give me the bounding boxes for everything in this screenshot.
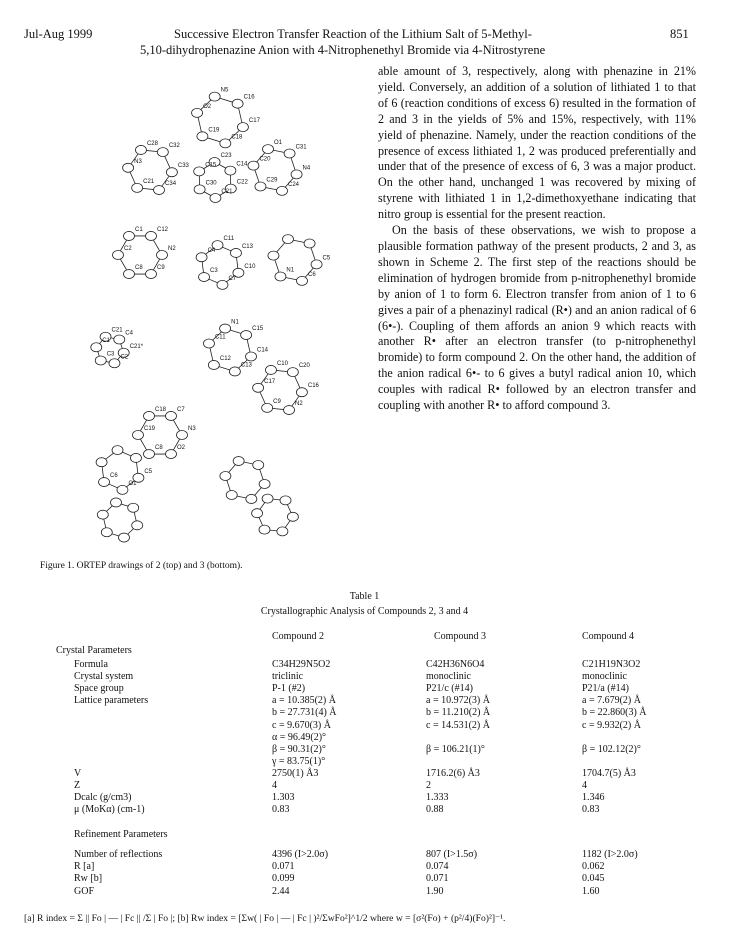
atom-ellipsoid	[197, 132, 208, 141]
atom-ellipsoid	[262, 403, 273, 412]
crystal-row-c4: b = 22.860(3) Å	[582, 707, 647, 719]
atom-ellipsoid	[253, 383, 264, 392]
atom-label: C11	[223, 236, 235, 243]
atom-ellipsoid	[287, 368, 298, 377]
atom-label: C4	[207, 248, 216, 255]
atom-label: C20	[259, 156, 271, 163]
atom-label: C28	[146, 140, 158, 147]
crystal-row-c2: 2750(1) Å3	[272, 767, 319, 779]
column-header-compound-4: Compound 4	[582, 631, 634, 642]
atom-label: C2	[124, 246, 132, 252]
atom-label: C14	[236, 161, 248, 168]
atom-ellipsoid	[130, 453, 141, 462]
atom-ellipsoid	[232, 99, 243, 108]
crystal-row-c4: P21/a (#14)	[582, 683, 629, 695]
body-text	[378, 64, 696, 414]
atom-ellipsoid	[209, 92, 220, 101]
column-header-compound-3: Compound 3	[434, 631, 486, 642]
atom-ellipsoid	[101, 528, 112, 537]
crystal-row-c3: 2	[426, 780, 431, 791]
atom-ellipsoid	[135, 145, 146, 154]
crystal-row-c3: 1716.2(6) Å3	[426, 767, 480, 779]
crystal-row-c2: 1.303	[272, 792, 295, 804]
atom-label: C16	[307, 383, 319, 390]
paragraph-1: able amount of 3, respectively, along with phenazine in 21% yield. Conversely, an addition of a solution of lithiated 1 to that of 6 (reaction conditions of excess 6) resulted in the formation of 2 and 3 in the yields of 5% and 15%, respectively, with 11% yield of phenazine. Namely, under the reaction conditions of the presence of excess lithiated 1, 2 was produced preferentially and under that of the presence of excess of 6, 3 was a major product. On the other hand, unchanged 1 was recovered by mixing of styrene with lithiated 1 in 1,2-dimethoxyethane indicating that nitro group is essential for the present reaction.	[378, 64, 696, 222]
atom-ellipsoid	[109, 359, 120, 368]
crystal-row-c2: γ = 83.75(1)°	[272, 755, 326, 767]
atom-label: N2	[295, 401, 303, 408]
crystal-row-c2: 0.83	[272, 804, 290, 816]
atom-label: C13	[240, 362, 252, 369]
atom-ellipsoid	[255, 182, 266, 191]
atom-label: C29	[266, 177, 278, 184]
refinement-row-label: R [a]	[74, 861, 95, 873]
atom-label: C13	[241, 243, 253, 250]
atom-ellipsoid	[132, 183, 143, 192]
crystal-row-label: V	[74, 767, 82, 779]
table-title: Table 1	[349, 591, 380, 602]
atom-label: C7	[177, 406, 185, 413]
crystal-row-c4: 1.346	[582, 792, 605, 804]
refinement-row-c2: 2.44	[272, 885, 290, 897]
atom-ellipsoid	[154, 186, 165, 195]
paragraph-2: On the basis of these observations, we wish to propose a plausible formation pathway of the present products, 2 and 3, as shown in Scheme 2. The first step of the reactions should be elimination of hydrogen bromide from p-nitrophenethyl bromide by anion of 1 to form 6. Electron transfer from anion of 1 to 6 gives a pair of a phenazinyl radical (R•) and an anion radical of 6 (6•-). Coupling of them affords an anion 9 which reacts with another R• after an electron transfer (to p-nitrophenethyl bromide) to form compound 2. On the other hand, the addition of the anion radical 6•- to 6 gives a butyl radical anion 10, which couples with radical R• followed by an electron transfer and coupling with another R• to afford compound 3.	[378, 223, 696, 413]
atom-ellipsoid	[124, 231, 135, 240]
crystal-row-c3: b = 11.210(2) Å	[426, 707, 491, 719]
atom-ellipsoid	[166, 168, 177, 177]
atom-label: C10	[244, 263, 256, 270]
atom-ellipsoid	[291, 170, 302, 179]
atom-label: C8	[135, 265, 143, 272]
crystal-row-c3: C42H36N6O4	[426, 659, 485, 670]
atom-label: C30	[205, 180, 217, 187]
atom-label: C6	[307, 271, 316, 278]
atom-ellipsoid	[194, 167, 205, 176]
atom-ellipsoid	[259, 479, 270, 488]
atom-ellipsoid	[259, 525, 270, 534]
atom-ellipsoid	[123, 163, 134, 172]
crystal-row-label: Z	[74, 780, 81, 791]
crystal-row-c2: P-1 (#2)	[272, 683, 306, 695]
atom-ellipsoid	[208, 360, 219, 369]
atom-ellipsoid	[112, 446, 123, 455]
atom-label: O2	[177, 445, 186, 452]
crystal-row-c4: 4	[582, 780, 587, 791]
refinement-row-c3: 0.074	[426, 861, 449, 873]
atom-label: O2	[203, 103, 212, 110]
atom-ellipsoid	[230, 248, 241, 257]
atom-ellipsoid	[144, 450, 155, 459]
atom-ellipsoid	[253, 461, 264, 470]
crystal-row-c2: α = 96.49(2)°	[272, 731, 327, 743]
atom-ellipsoid	[128, 503, 139, 512]
refinement-row-label: Rw [b]	[74, 873, 103, 885]
crystal-row-c4: monoclinic	[582, 671, 627, 683]
atom-label: C31	[295, 144, 307, 151]
atom-ellipsoid	[132, 521, 143, 530]
page-number: 851	[670, 27, 689, 41]
atom-ellipsoid	[95, 356, 106, 365]
atom-label: O1	[274, 140, 283, 147]
atom-label: C16	[243, 94, 255, 101]
crystal-row-c4: 0.83	[582, 804, 600, 816]
crystal-row-c3: 0.88	[426, 804, 444, 816]
atom-label: C5	[322, 255, 331, 262]
crystal-row-c3: c = 14.531(2) Å	[426, 719, 490, 731]
atom-ellipsoid	[262, 494, 273, 503]
atom-label: N3	[188, 426, 196, 432]
atom-label: N1	[231, 319, 239, 326]
crystal-row-c2: 4	[272, 780, 277, 791]
atom-ellipsoid	[241, 331, 252, 340]
atom-ellipsoid	[217, 280, 228, 289]
atom-ellipsoid	[117, 485, 128, 494]
atom-ellipsoid	[268, 251, 279, 260]
crystal-row-c3: a = 10.972(3) Å	[426, 695, 490, 707]
crystal-row-c3: 1.333	[426, 792, 449, 804]
figure-caption: Figure 1. ORTEP drawings of 2 (top) and 3 (bottom).	[40, 561, 243, 571]
header-title-line1: Successive Electron Transfer Reaction of the Lithium Salt of 5-Methyl-	[174, 27, 532, 41]
crystal-row-c2: β = 90.31(2)°	[272, 743, 326, 755]
section-refinement-parameters: Refinement Parameters	[74, 829, 168, 840]
crystal-row-label: Lattice parameters	[74, 695, 149, 707]
atom-label: C7	[228, 275, 237, 282]
crystal-row-c3: P21/c (#14)	[426, 683, 473, 695]
refinement-row-label: GOF	[74, 885, 95, 897]
atom-label: C3	[210, 268, 218, 275]
crystal-row-c3: β = 106.21(1)°	[426, 743, 485, 755]
ortep-figure	[30, 60, 375, 560]
atom-label: C15	[252, 326, 264, 333]
atom-ellipsoid	[166, 411, 177, 420]
atom-ellipsoid	[91, 343, 102, 352]
crystal-row-c2: triclinic	[272, 671, 304, 683]
atom-ellipsoid	[113, 251, 124, 260]
atom-label: C17	[264, 378, 276, 385]
atom-ellipsoid	[225, 166, 236, 175]
crystal-row-c3: monoclinic	[426, 671, 471, 683]
atom-ellipsoid	[99, 478, 110, 487]
refinement-row-c2: 0.099	[272, 873, 295, 885]
crystal-row-c2: C34H29N5O2	[272, 659, 331, 670]
atom-label: C19	[208, 127, 220, 134]
atom-ellipsoid	[157, 148, 168, 157]
refinement-row-c4: 1.60	[582, 885, 600, 897]
crystal-row-c4: 1704.7(5) Å3	[582, 767, 636, 779]
refinement-row-c3: 1.90	[426, 885, 444, 897]
atom-label: C21	[143, 178, 155, 185]
header-title-line2: 5,10-dihydrophenazine Anion with 4-Nitrophenethyl Bromide via 4-Nitrostyrene	[140, 43, 546, 57]
atom-ellipsoid	[265, 365, 276, 374]
atom-ellipsoid	[246, 494, 257, 503]
atom-ellipsoid	[296, 388, 307, 397]
atom-ellipsoid	[275, 272, 286, 281]
atom-label: N2	[168, 246, 176, 252]
atom-label: C8	[155, 445, 163, 452]
atom-label: O1	[128, 480, 137, 487]
atom-ellipsoid	[146, 270, 157, 279]
crystal-row-label: Formula	[74, 659, 108, 670]
atom-label: N5	[220, 87, 229, 94]
atom-label: C18	[155, 406, 167, 413]
atom-label: C11	[214, 334, 226, 341]
atom-ellipsoid	[118, 533, 129, 542]
atom-ellipsoid	[96, 458, 107, 467]
atom-ellipsoid	[166, 450, 177, 459]
refinement-row-c2: 0.071	[272, 861, 295, 873]
atom-label: C1	[102, 338, 110, 345]
atom-label: C22	[236, 179, 248, 186]
atom-ellipsoid	[284, 149, 295, 158]
atom-label: C4	[125, 330, 133, 337]
atom-ellipsoid	[192, 108, 203, 117]
crystal-row-c2: a = 10.385(2) Å	[272, 695, 336, 707]
atom-label: C10	[276, 360, 288, 367]
crystal-row-label: Space group	[74, 683, 124, 695]
atom-ellipsoid	[210, 193, 221, 202]
crystal-row-c2: c = 9.670(3) Å	[272, 719, 331, 731]
atom-label: C2	[120, 354, 129, 361]
table-subtitle: Crystallographic Analysis of Compounds 2, 3 and 4	[260, 606, 469, 617]
atom-ellipsoid	[237, 123, 248, 132]
atom-ellipsoid	[276, 186, 287, 195]
atom-ellipsoid	[233, 457, 244, 466]
atom-label: C12	[157, 226, 169, 233]
atom-ellipsoid	[284, 406, 295, 415]
atom-label: C21	[111, 327, 123, 334]
refinement-row-c4: 0.062	[582, 861, 605, 873]
atom-label: C20	[298, 363, 310, 370]
atom-ellipsoid	[263, 145, 274, 154]
atom-label: C9	[273, 398, 281, 405]
atom-ellipsoid	[124, 270, 135, 279]
atom-label: C32	[168, 143, 180, 150]
atom-label: C6	[110, 473, 118, 480]
atom-label: C15	[205, 162, 217, 169]
atom-label: C34	[165, 181, 177, 188]
refinement-row-c3: 807 (I>1.5σ)	[426, 849, 478, 860]
atom-ellipsoid	[220, 472, 231, 481]
crystal-row-label: Crystal system	[74, 671, 134, 683]
atom-ellipsoid	[157, 251, 168, 260]
atom-ellipsoid	[146, 231, 157, 240]
ortep-bottom	[91, 320, 320, 543]
crystal-row-c2: b = 27.731(4) Å	[272, 707, 337, 719]
atom-label: C1	[135, 226, 143, 233]
crystal-row-c4: c = 9.932(2) Å	[582, 719, 641, 731]
atom-ellipsoid	[111, 498, 122, 507]
atom-ellipsoid	[283, 235, 294, 244]
header-date: Jul-Aug 1999	[24, 27, 93, 41]
refinement-row-label: Number of reflections	[74, 849, 163, 860]
atom-ellipsoid	[311, 260, 322, 269]
atom-ellipsoid	[277, 527, 288, 536]
atom-ellipsoid	[280, 496, 291, 505]
atom-label: C12	[219, 355, 231, 362]
crystal-row-c4: a = 7.679(2) Å	[582, 695, 641, 707]
atom-ellipsoid	[114, 335, 125, 344]
atom-ellipsoid	[252, 509, 263, 518]
atom-ellipsoid	[296, 276, 307, 285]
atom-ellipsoid	[287, 512, 298, 521]
atom-label: C23	[220, 153, 232, 160]
atom-ellipsoid	[248, 161, 259, 170]
atom-ellipsoid	[229, 367, 240, 376]
crystal-row-c4: C21H19N3O2	[582, 659, 641, 670]
atom-ellipsoid	[203, 339, 214, 348]
atom-label: N4	[302, 165, 311, 172]
atom-label: C21*	[129, 343, 144, 350]
atom-label: C21	[221, 188, 233, 195]
atom-label: C14	[257, 347, 269, 354]
atom-ellipsoid	[133, 431, 144, 440]
atom-ellipsoid	[196, 253, 207, 262]
atom-label: C5	[144, 468, 153, 475]
atom-ellipsoid	[226, 490, 237, 499]
atom-label: C18	[231, 134, 243, 141]
atom-ellipsoid	[97, 510, 108, 519]
refinement-row-c4: 1182 (I>2.0σ)	[582, 849, 638, 860]
refinement-row-c4: 0.045	[582, 873, 605, 885]
atom-label: N3	[134, 158, 142, 165]
atom-ellipsoid	[220, 139, 231, 148]
atom-ellipsoid	[194, 185, 205, 194]
column-header-compound-2: Compound 2	[272, 631, 324, 642]
atom-label: C24	[287, 181, 300, 188]
ortep-top	[113, 88, 331, 290]
crystal-row-c4: β = 102.12(2)°	[582, 743, 641, 755]
crystal-row-label: Dcalc (g/cm3)	[74, 792, 132, 804]
atom-ellipsoid	[144, 411, 155, 420]
atom-ellipsoid	[199, 273, 210, 282]
atom-ellipsoid	[220, 324, 231, 333]
atom-label: C3	[106, 351, 115, 358]
refinement-row-c2: 4396 (I>2.0σ)	[272, 849, 329, 860]
refinement-row-c3: 0.071	[426, 873, 449, 885]
atom-ellipsoid	[246, 352, 257, 361]
atom-label: C19	[144, 426, 156, 432]
table-footnote: [a] R index = Σ || Fo | — | Fc || /Σ | Fo |; [b] Rw index = [Σw( | Fo | — | Fc | )²/ΣwFo²]^1/2 where w = [σ²(Fo) + (p²/4)(Fo)²]⁻¹.	[24, 913, 506, 924]
atom-ellipsoid	[304, 239, 315, 248]
atom-ellipsoid	[177, 431, 188, 440]
atom-label: C9	[157, 265, 165, 272]
atom-label: C17	[248, 118, 260, 125]
section-crystal-parameters: Crystal Parameters	[56, 645, 132, 656]
crystal-row-label: μ (MoKα) (cm-1)	[74, 804, 145, 816]
ortep-drawing	[30, 60, 375, 555]
atom-label: N1	[286, 267, 295, 274]
atom-label: C33	[177, 163, 189, 170]
